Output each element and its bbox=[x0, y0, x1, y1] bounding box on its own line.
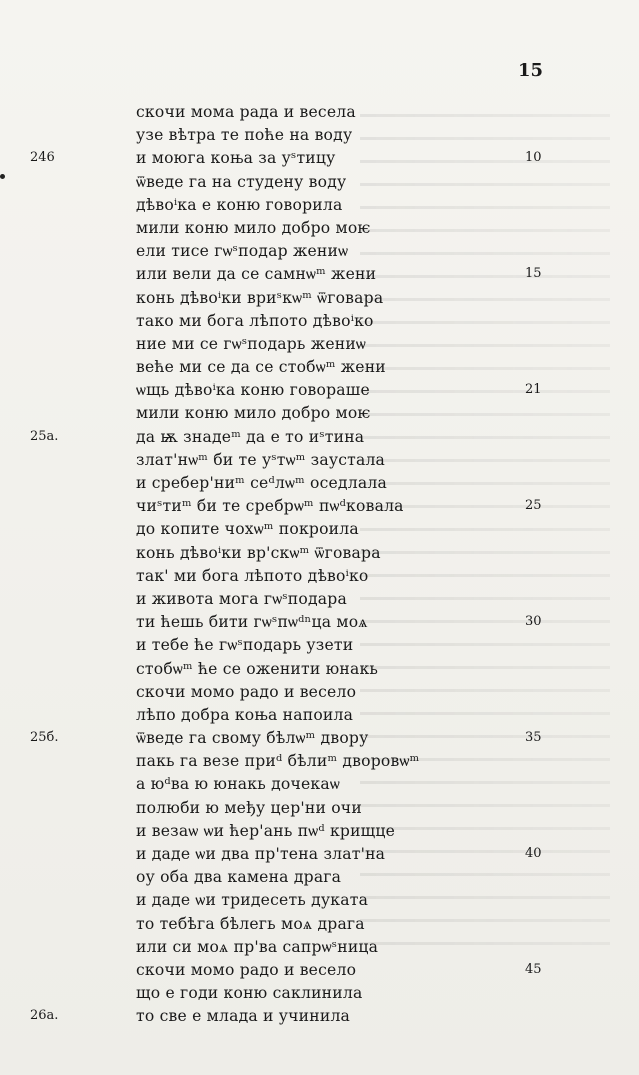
verse-text: и даде ѡи тридесеть дуката bbox=[136, 891, 369, 910]
verse-text: що е годи коню саклинила bbox=[136, 984, 363, 1003]
line-number: 40 bbox=[525, 846, 542, 861]
verse-text: а юᵈва ю юнакь дочекаѡ bbox=[136, 775, 340, 794]
margin-reference: 26a. bbox=[30, 1008, 59, 1024]
verse-line bbox=[0, 821, 639, 844]
line-number: 21 bbox=[525, 382, 542, 398]
verse-text: злат'нѡᵐ би те уˢтѡᵐ заустала bbox=[136, 450, 386, 469]
verse-text: и живота мога гѡˢподара bbox=[136, 589, 347, 608]
verse-line bbox=[0, 403, 639, 426]
verse-line bbox=[0, 334, 639, 357]
verse-text: или вели да се самнѡᵐ жени bbox=[136, 265, 377, 284]
verse-line bbox=[0, 519, 639, 542]
margin-reference: 25б. bbox=[30, 730, 59, 746]
verse-text: ѡщь дѣвоⁱка коню говораше bbox=[136, 381, 370, 400]
verse-line bbox=[0, 589, 639, 612]
verse-line bbox=[0, 195, 639, 218]
line-number: 45 bbox=[525, 961, 542, 977]
line-number: 25 bbox=[525, 498, 542, 514]
verse-line bbox=[0, 751, 639, 774]
verse-text: скочи момо радо и весело bbox=[136, 682, 357, 701]
verse-line bbox=[0, 172, 639, 195]
verse-text: то све е млада и учинила bbox=[136, 1007, 351, 1026]
verse-line bbox=[0, 937, 639, 960]
verse-line bbox=[0, 148, 639, 171]
verse-line bbox=[0, 264, 639, 287]
verse-text: ели тисе гѡˢподар жениѡ bbox=[136, 242, 349, 261]
verse-text: конь дѣвоⁱки вриˢкѡᵐ ѿговара bbox=[136, 288, 384, 307]
verse-line bbox=[0, 659, 639, 682]
verse-line bbox=[0, 566, 639, 589]
line-number: 30 bbox=[525, 614, 542, 630]
verse-line bbox=[0, 960, 639, 983]
verse-line bbox=[0, 102, 639, 125]
verse-line bbox=[0, 798, 639, 821]
verse-text: скочи момо радо и весело bbox=[136, 960, 357, 979]
verse-line bbox=[0, 311, 639, 334]
verse-text: конь дѣвоⁱки вр'скѡᵐ ѿговара bbox=[136, 543, 381, 562]
verse-text: и даде ѡи два пр'тена злат'на bbox=[136, 845, 386, 863]
verse-line bbox=[0, 496, 639, 519]
verse-text: до копите чохѡᵐ покроила bbox=[136, 520, 359, 539]
verse-line bbox=[0, 682, 639, 705]
verse-text: ние ми се гѡˢподарь жениѡ bbox=[136, 334, 367, 353]
verse-text: дѣвоⁱка е коню говорила bbox=[136, 195, 343, 214]
margin-reference: 246 bbox=[30, 150, 55, 166]
verse-text: и везаѡ ѡи ћер'ань пѡᵈ крищце bbox=[136, 821, 396, 840]
verse-text: стобѡᵐ ће се оженити юнакь bbox=[136, 659, 379, 678]
verse-line bbox=[0, 357, 639, 380]
verse-text: ѿведе га на студену воду bbox=[136, 172, 347, 191]
verse-line bbox=[0, 983, 639, 1006]
verse-line bbox=[0, 844, 639, 867]
verse-line bbox=[0, 635, 639, 658]
verse-text: узе вѣтра те поће на воду bbox=[136, 126, 353, 145]
verse-text: скочи мома рада и весела bbox=[136, 103, 356, 121]
verse-line bbox=[0, 218, 639, 241]
verse-text: пакь га везе приᵈ бѣлиᵐ дворовѡᵐ bbox=[136, 752, 420, 771]
verse-text: так' ми бога лѣпото дѣвоⁱко bbox=[136, 566, 369, 585]
verse-line bbox=[0, 473, 639, 496]
verse-block bbox=[0, 102, 639, 1030]
verse-line bbox=[0, 867, 639, 890]
verse-text: то тебѣга бѣлегь моѧ драга bbox=[136, 914, 365, 933]
verse-line bbox=[0, 890, 639, 913]
page-number: 15 bbox=[518, 60, 544, 81]
verse-line bbox=[0, 705, 639, 728]
verse-text: ти ћешь бити гѡˢпѡᵈⁿца моѧ bbox=[136, 613, 368, 632]
verse-text: мили коню мило добро моѥ bbox=[136, 404, 371, 423]
margin-reference: 25a. bbox=[30, 428, 59, 444]
line-number: 35 bbox=[525, 730, 542, 746]
verse-line bbox=[0, 1006, 639, 1029]
verse-line bbox=[0, 612, 639, 635]
verse-line bbox=[0, 288, 639, 311]
verse-line bbox=[0, 450, 639, 473]
line-number: 10 bbox=[525, 150, 542, 166]
verse-text: оу оба два камена драга bbox=[136, 868, 342, 887]
verse-text: и моюга коња за уˢтицу bbox=[136, 149, 336, 168]
verse-line bbox=[0, 241, 639, 264]
verse-text: лѣпо добра коња напоила bbox=[136, 705, 354, 724]
verse-text: ѿведе га свому бѣлѡᵐ двору bbox=[136, 729, 369, 748]
verse-text: и тебе ће гѡˢподарь узети bbox=[136, 636, 354, 655]
line-number: 15 bbox=[525, 266, 542, 282]
verse-text: веће ми се да се стобѡᵐ жени bbox=[136, 358, 386, 377]
verse-text: мили коню мило добро моѥ bbox=[136, 218, 371, 237]
verse-text: и сребер'ниᵐ сеᵈлѡᵐ оседлала bbox=[136, 474, 387, 492]
verse-line bbox=[0, 914, 639, 937]
verse-text: тако ми бога лѣпото дѣвоⁱко bbox=[136, 311, 374, 330]
verse-line bbox=[0, 728, 639, 751]
verse-line bbox=[0, 125, 639, 148]
verse-line bbox=[0, 427, 639, 450]
verse-line bbox=[0, 380, 639, 403]
verse-line bbox=[0, 774, 639, 797]
verse-text: да ѭ знадеᵐ да е то иˢтина bbox=[136, 427, 365, 446]
verse-line bbox=[0, 543, 639, 566]
verse-text: или си моѧ пр'ва сапрѡˢница bbox=[136, 937, 379, 956]
verse-text: чиˢтиᵐ би те сребрѡᵐ пѡᵈковала bbox=[136, 497, 404, 516]
verse-text: полюби ю међу цер'ни очи bbox=[136, 798, 362, 817]
